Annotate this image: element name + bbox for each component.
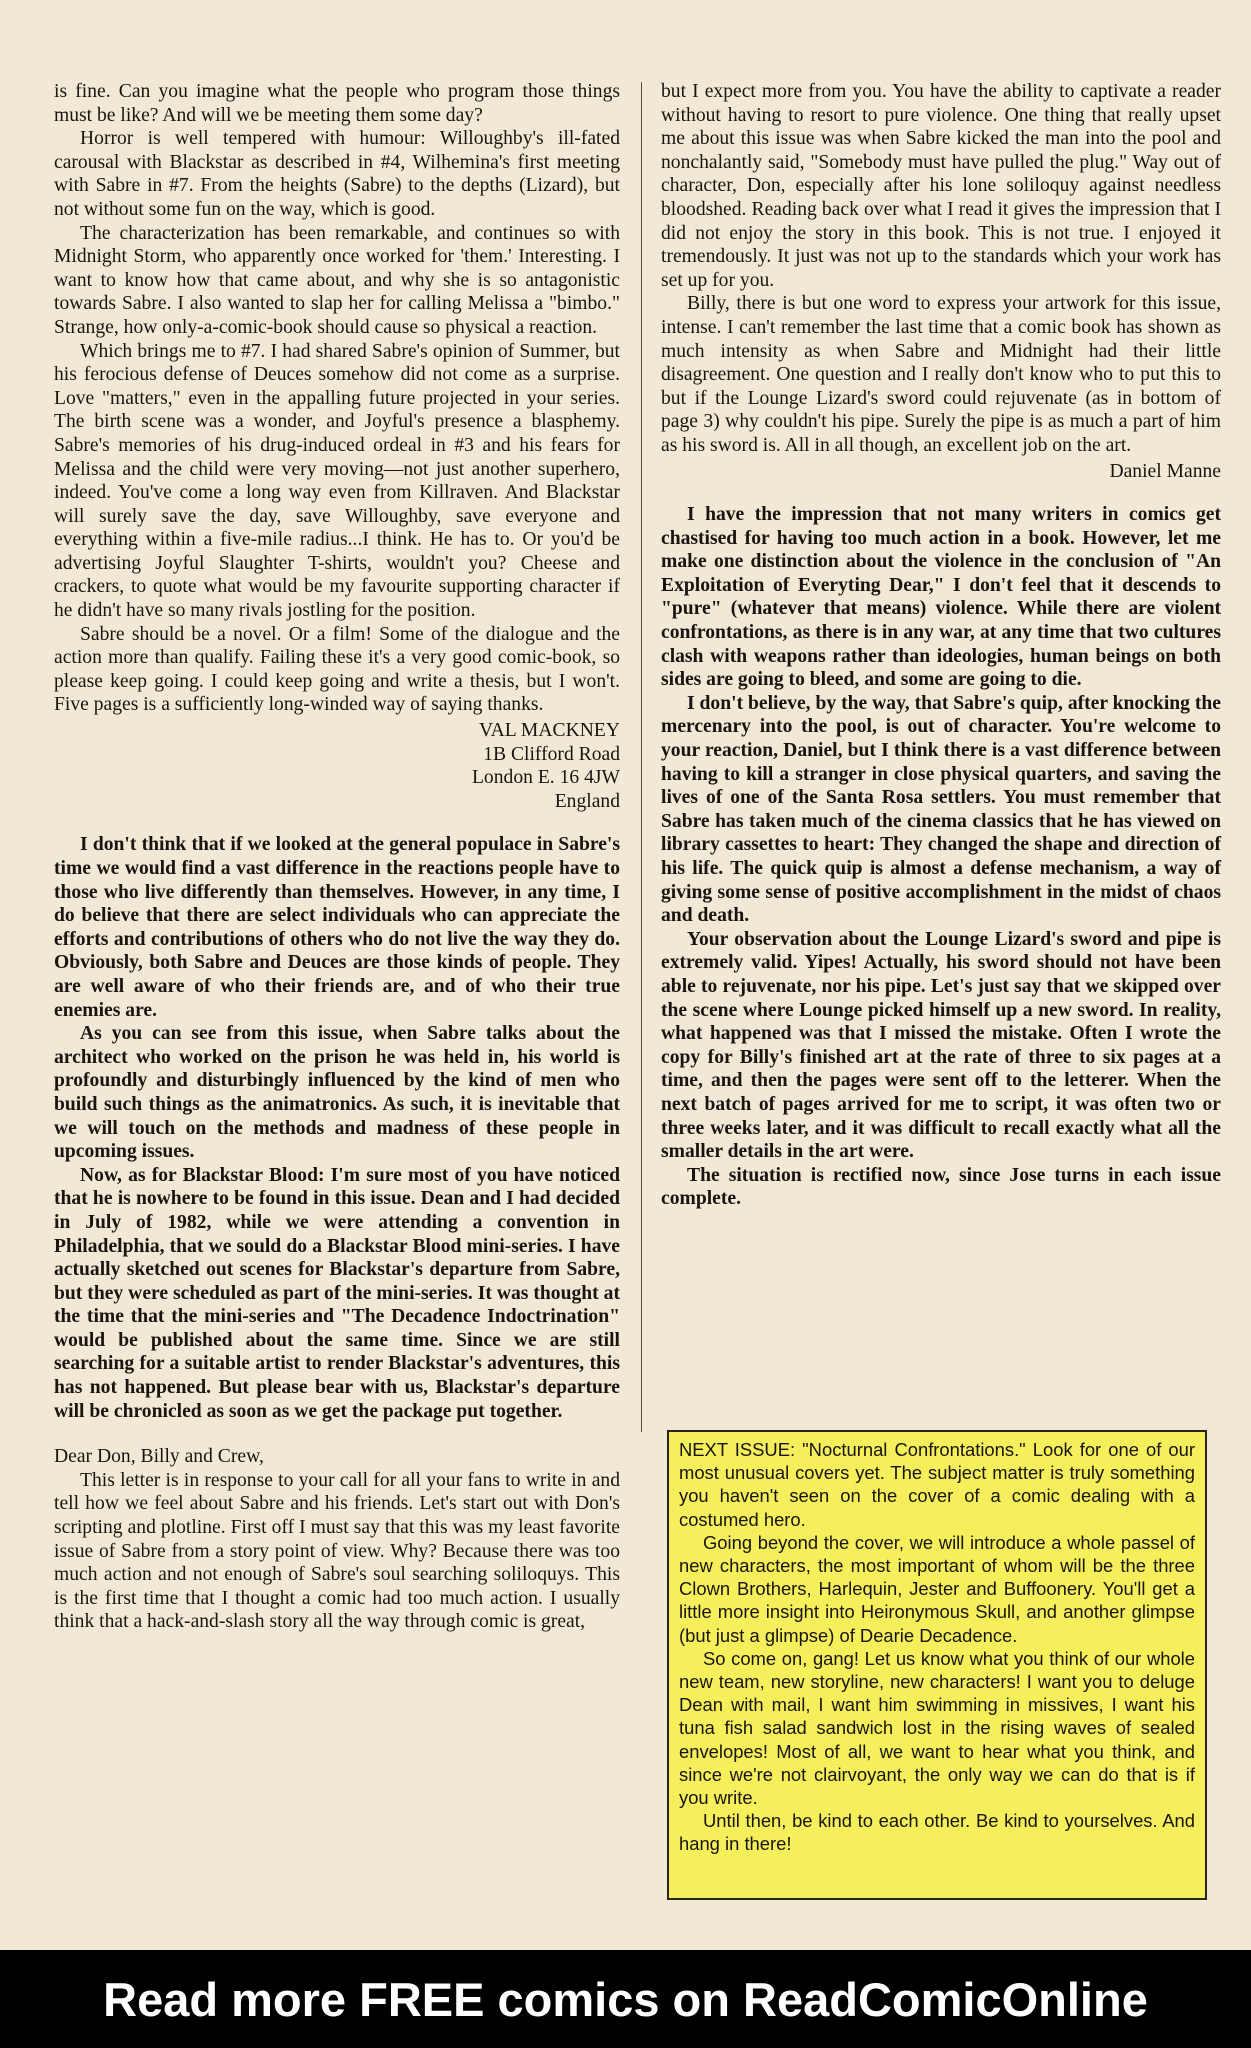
editor-reply-paragraph: The situation is rectified now, since Jose turns in each issue complete. (661, 1164, 1221, 1210)
letter-paragraph: is fine. Can you imagine what the people who program those things must be like? And will we be meeting them some day? (54, 81, 620, 126)
letter-signature (661, 460, 1221, 484)
signature-address-line: London E. 16 4JW (471, 767, 620, 789)
letter-paragraph: Which brings me to #7. I had shared Sabre's opinion of Summer, but his ferocious defense of Deuces somehow did not come as a surprise. Love "matters," even in the appalling future projected in your series. The birth scene was a wonder, and Joyful's presence a blasphemy. Sabre's memories of his drug-induced ordeal in #3 and his fears for Melissa and the child were very moving—not just another superhero, indeed. You've come a long way even from Killraven. And Blackstar will surely save the day, save Willoughby, save everyone and everything within a five-mile radius...I think. He has to. Or you'd be advertising Joyful Slaughter T-shirts, wouldn't you? Cheese and crackers, to quote what would be my favourite supporting character if he didn't have so many rivals jostling for the position. (54, 340, 620, 622)
right-column (661, 80, 1221, 1211)
signature-address-line: 1B Clifford Road (483, 743, 620, 765)
editor-reply-paragraph: Now, as for Blackstar Blood: I'm sure most of you have noticed that he is nowhere to be found in this issue. Dean and I had decided in July of 1982, while we were attending a convention in Philadelphia, that we sould do a Blackstar Blood mini-series. I have actually sketched out scenes for Blackstar's departure from Sabre, but they were scheduled as part of the mini-series. It was thought at the time that the mini-series and "The Decadence Indoctrination" would be published about the same time. Since we are still searching for a suitable artist to render Blackstar's adventures, this has not happened. But please bear with us, Blackstar's departure will be chronicled as soon as we get the package put together. (54, 1164, 620, 1422)
signature-name: VAL MACKNEY (479, 720, 620, 742)
letter-signature (54, 719, 620, 813)
editor-reply-paragraph: I have the impression that not many writers in comics get chastised for having too much action in a book. However, let me make one distinction about the violence in the conclusion of "An Exploitation of Everyting Dear," I don't feel that it descends to "pure" (whatever that means) violence. While there are violent confrontations, as there is in any war, at any time that two cultures clash with weapons rather than ideologies, human beings on both sides are going to bleed, and some are going to die. (661, 504, 1221, 691)
next-issue-paragraph: Until then, be kind to each other. Be kind to yourselves. And hang in there! (679, 1810, 1195, 1855)
left-column (54, 80, 620, 1634)
next-issue-paragraph: So come on, gang! Let us know what you think of our whole new team, new storyline, new characters! I want you to deluge Dean with mail, I want him swimming in missives, I want his tuna fish salad sandwich lost in the rising waves of sealed envelopes! Most of all, we want to hear what you think, and since we're not clairvoyant, the only way we can do that is if you write. (679, 1647, 1195, 1809)
editor-reply-paragraph: I don't think that if we looked at the general populace in Sabre's time we would find a vast difference in the reactions people have to those who live differently than themselves. However, in any time, I do believe that there are select individuals who can appreciate the efforts and contributions of others who do not live the way they do. Obviously, both Sabre and Deuces are those kinds of people. They are well aware of who their friends are, and of who their true enemies are. (54, 834, 620, 1021)
signature-address-line: England (554, 790, 620, 812)
letter-paragraph: The characterization has been remarkable, and continues so with Midnight Storm, who apparently once worked for 'them.' Interesting. I want to know how that came about, and why she is so antagonistic towards Sabre. I also wanted to slap her for calling Melissa a "bimbo." Strange, how only-a-comic-book should cause so physical a reaction. (54, 222, 620, 338)
letter-paragraph: Horror is well tempered with humour: Willoughby's ill-fated carousal with Blackstar as described in #4, Wilhemina's first meeting with Sabre in #7. From the heights (Sabre) to the depths (Lizard), but not without some fun on the way, which is good. (54, 128, 620, 220)
letter-salutation: Dear Don, Billy and Crew, (54, 1446, 264, 1468)
letter-paragraph: Sabre should be a novel. Or a film! Some of the dialogue and the action more than qualify. Failing these it's a very good comic-book, so please keep going. I could keep going and write a thesis, but I won't. Five pages is a sufficiently long-winded way of saying thanks. (54, 623, 620, 716)
letter-paragraph: This letter is in response to your call for all your fans to write in and tell how we feel about Sabre and his friends. Let's start out with Don's scripting and plotline. First off I must say that this was my least favorite issue of Sabre from a story point of view. Why? Because there was too much action and not enough of Sabre's soul searching soliloquys. This is the first time that I thought a comic had too much action. I usually think that a hack-and-slash story all the way through comic is great, (54, 1469, 620, 1633)
next-issue-paragraph: NEXT ISSUE: "Nocturnal Confrontations." Look for one of our most unusual covers yet. The subject matter is truly something you haven't seen on the cover of a comic dealing with a costumed hero. (679, 1439, 1195, 1530)
column-divider (641, 82, 642, 1432)
signature-name: Daniel Manne (1109, 460, 1221, 482)
editor-reply-paragraph: I don't believe, by the way, that Sabre's quip, after knocking the mercenary into the pool, is out of character. You're welcome to your reaction, Daniel, but I think there is a vast difference between having to kill a stranger in close physical quarters, and saving the lives of one of the Santa Rosa settlers. You must remember that Sabre has taken much of the cinema classics that he has viewed on library cassettes to heart: They changed the shape and direction of his life. The quick quip is almost a defense mechanism, a way of giving some sense of positive accomplishment in the midst of chaos and death. (661, 692, 1221, 927)
editor-reply-paragraph: Your observation about the Lounge Lizard's sword and pipe is extremely valid. Yipes! Actually, his sword should not have been able to rejuvenate, nor his pipe. Let's just say that we skipped over the scene where Lounge picked himself up a new sword. In reality, what happened was that I missed the mistake. Often I wrote the copy for Billy's finished art at the rate of three to six pages at a time, and then the pages were sent off to the letterer. When the next batch of pages arrived for me to script, it was often two or three weeks later, and it was difficult to recall exactly what all the smaller details in the art were. (661, 928, 1221, 1163)
letter-paragraph: Billy, there is but one word to express your artwork for this issue, intense. I can't remember the last time that a comic book has shown as much intensity as when Sabre and Midnight had their little disagreement. One question and I really don't know who to put this to but if the Lounge Lizard's sword could rejuvenate (as in bottom of page 3) why couldn't his pipe. Surely the pipe is as much a part of him as his sword is. All in all though, an excellent job on the art. (661, 293, 1221, 456)
letter-paragraph: but I expect more from you. You have the ability to captivate a reader without having to resort to pure violence. One thing that really upset me about this issue was when Sabre kicked the man into the pool and nonchalantly said, "Somebody must have pulled the plug." Way out of character, Don, especially after his lone soliloquy against needless bloodshed. Reading back over what I read it gives the impression that I did not enjoy the story in this book. This is not true. I enjoyed it tremendously. It just was not up to the standards which your work has set up for you. (661, 81, 1221, 291)
editor-reply-paragraph: As you can see from this issue, when Sabre talks about the architect who worked on the prison he was held in, his world is profoundly and disturbingly influenced by the kind of men who build such things as the animatronics. As such, it is inevitable that we will touch on the methods and madness of these people in upcoming issues. (54, 1023, 620, 1163)
next-issue-box (667, 1430, 1207, 1900)
promo-banner-text[interactable]: Read more FREE comics on ReadComicOnline (103, 1972, 1148, 2026)
promo-banner[interactable] (0, 1950, 1251, 2048)
next-issue-paragraph: Going beyond the cover, we will introduce a whole passel of new characters, the most important of whom will be the three Clown Brothers, Harlequin, Jester and Buffoonery. You'll get a little more insight into Heironymous Skull, and another glimpse (but just a glimpse) of Dearie Decadence. (679, 1531, 1195, 1646)
